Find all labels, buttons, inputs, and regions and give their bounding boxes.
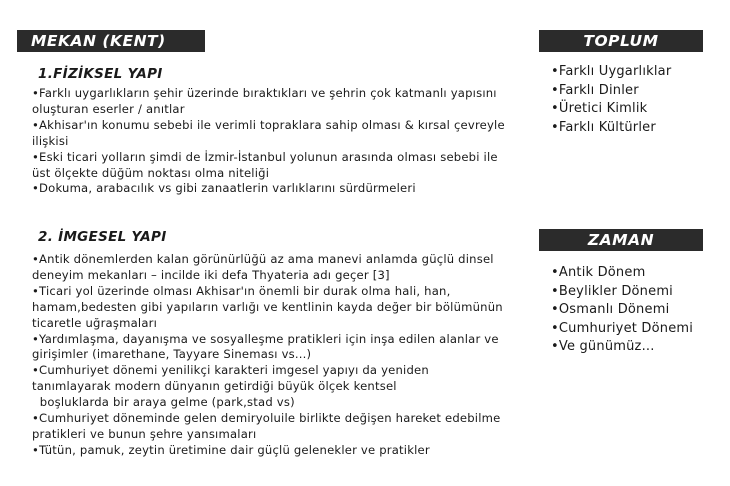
- list-item: •Antik dönemlerden kalan görünürlüğü az ama manevi anlamda güçlü dinsel deneyim mekanları – incilde iki defa Thyateria adı geçer [3]: [32, 252, 494, 282]
- list-item: •Farklı Dinler: [551, 82, 639, 98]
- list-item: •Cumhuriyet döneminde gelen demiryoluile birlikte değişen hareket edebilme pratikleri ve bunun şehre yansımaları: [32, 411, 501, 441]
- list-item: •Ticari yol üzerinde olması Akhisar'ın önemli bir durak olma hali, han, hamam,bedesten gibi yapıların varlığı ve kentlinin kayda değer bir bölümünün ticaretle uğraşmaları: [32, 283, 503, 330]
- list-item: •Ve günümüz...: [551, 339, 655, 354]
- list-item: •Farklı uygarlıkların şehir üzerinde bıraktıkları ve şehrin çok katmanlı yapısını oluşturan eserler / anıtlar: [32, 86, 497, 116]
- list-item: •Üretici Kimlik: [551, 101, 648, 116]
- list-item: •Antik Dönem: [551, 265, 646, 280]
- mekan-header: MEKAN (KENT): [17, 30, 205, 52]
- list-item: •Eski ticari yolların şimdi de İzmir-İstanbul yolunun arasında olması sebebi ile üst ölçekte düğüm noktası olma niteliği: [32, 149, 498, 180]
- list-item: •Akhisar'ın konumu sebebi ile verimli topraklara sahip olması & kırsal çevreyle ilişkisi: [32, 117, 505, 148]
- zaman-list: [551, 264, 721, 357]
- toplum-list: [551, 63, 721, 137]
- list-item: •Dokuma, arabacılık vs gibi zanaatlerin varlıklarını sürdürmeleri: [32, 181, 416, 196]
- fiziksel-yapi-title: 1.FİZİKSEL YAPI: [38, 66, 163, 82]
- zaman-header: ZAMAN: [539, 229, 703, 251]
- list-item: •Farklı Uygarlıklar: [551, 64, 672, 79]
- toplum-header: TOPLUM: [539, 30, 703, 52]
- list-item: •Cumhuriyet Dönemi: [551, 320, 694, 336]
- imgesel-yapi-title: 2. İMGESEL YAPI: [38, 229, 167, 245]
- list-item: •Farklı Kültürler: [551, 119, 656, 135]
- list-item: •Yardımlaşma, dayanışma ve sosyalleşme pratikleri için inşa edilen alanlar ve girişimler (imarethane, Tayyare Sineması vs...): [32, 331, 499, 362]
- list-item: •Tütün, pamuk, zeytin üretimine dair güçlü gelenekler ve pratikler: [32, 442, 430, 457]
- list-item: •Cumhuriyet dönemi yenilikçi karakteri imgesel yapıyı da yeniden tanımlayarak modern dünyanın getirdiği büyük ölçek kentsel boşluklarda bir araya gelme (park,stad vs): [32, 363, 429, 410]
- imgesel-yapi-list: [32, 252, 507, 459]
- list-item: •Osmanlı Dönemi: [551, 302, 670, 317]
- list-item: •Beylikler Dönemi: [551, 283, 673, 299]
- fiziksel-yapi-list: [32, 86, 507, 197]
